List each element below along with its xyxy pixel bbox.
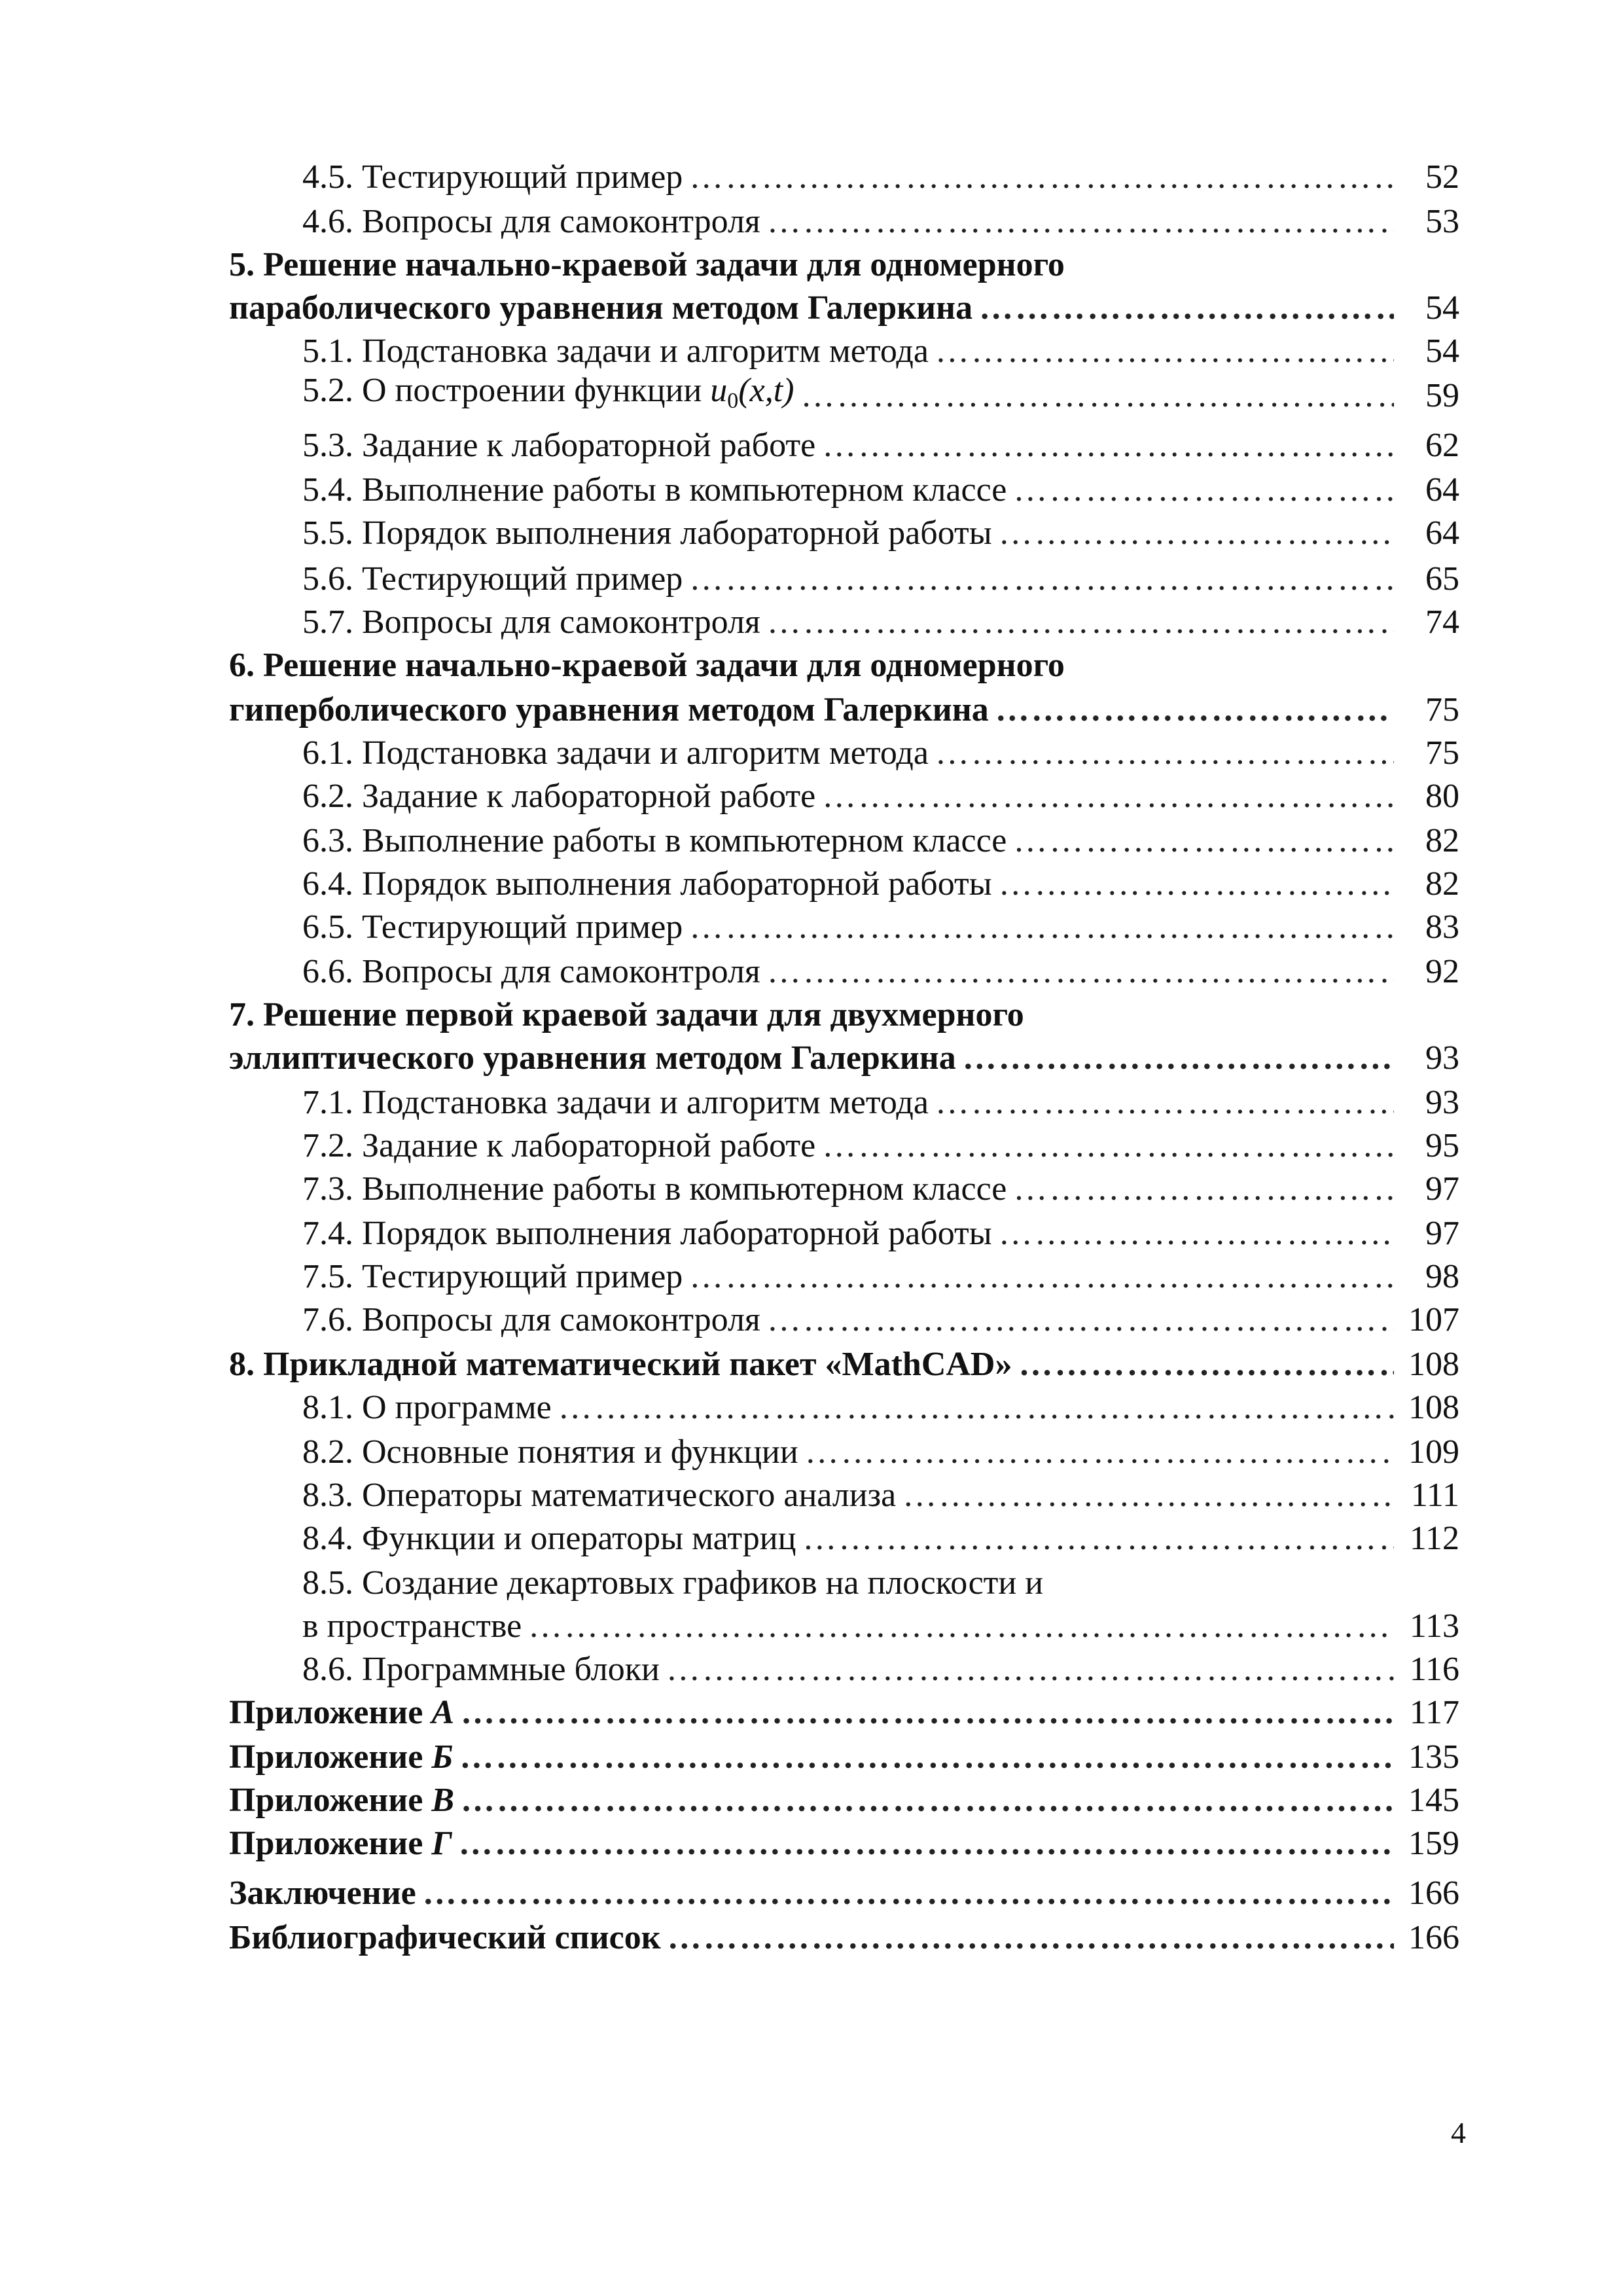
toc-entry-page: 145	[1408, 1782, 1459, 1819]
toc-entry	[229, 1123, 1459, 1169]
dot-leader	[461, 1778, 1394, 1823]
toc-entry-label	[229, 1778, 454, 1823]
dot-leader	[935, 730, 1394, 776]
dot-leader	[666, 1647, 1394, 1693]
toc-entry-page: 75	[1425, 691, 1459, 728]
toc-chapter-title-line: 7. Решение первой краевой задачи для двухмерного	[229, 996, 1024, 1033]
dot-leader	[902, 1473, 1394, 1518]
math-arguments: (x,t)	[738, 372, 794, 409]
toc-entry-page: 116	[1409, 1651, 1459, 1688]
toc-entry	[229, 774, 1459, 819]
toc-entry-page: 97	[1425, 1170, 1459, 1208]
toc-entry-page: 112	[1409, 1520, 1459, 1557]
dot-leader	[822, 774, 1394, 819]
dot-leader	[999, 511, 1394, 556]
dot-leader	[689, 154, 1394, 200]
toc-entry-label: 8.2. Основные понятия и функции	[302, 1433, 798, 1471]
dot-leader	[1013, 1166, 1394, 1212]
appendix-letter: Г	[431, 1825, 452, 1862]
toc-entry-label: 8.1. О программе	[302, 1389, 552, 1426]
toc-appendix-entry	[229, 1734, 1459, 1780]
dot-leader	[935, 1080, 1394, 1126]
toc-entry-label: 6.4. Порядок выполнения лабораторной работы	[302, 865, 992, 903]
toc-appendix-entry	[229, 1778, 1459, 1823]
toc-chapter-title-line: 8. Прикладной математический пакет «MathCAD»	[229, 1346, 1012, 1383]
math-symbol: u	[710, 372, 728, 409]
toc-entry-bibliography	[229, 1915, 1459, 1961]
toc-entry-page: 65	[1425, 560, 1459, 598]
toc-entry-page: 113	[1409, 1607, 1459, 1645]
toc-entry-page: 109	[1408, 1433, 1459, 1471]
dot-leader	[999, 861, 1394, 907]
toc-entry-label	[229, 1821, 452, 1867]
toc-entry-page: 166	[1408, 1874, 1459, 1912]
toc-entry-label: 7.5. Тестирующий пример	[302, 1258, 683, 1295]
toc-entry-label: 8.6. Программные блоки	[302, 1651, 660, 1688]
toc-entry-label: 8.4. Функции и операторы матриц	[302, 1520, 796, 1557]
toc-entry	[229, 949, 1459, 995]
toc-entry	[229, 1647, 1459, 1693]
toc-entry-page: 64	[1425, 471, 1459, 509]
appendix-letter: А	[431, 1694, 454, 1731]
appendix-word: Приложение	[229, 1738, 423, 1776]
toc-entry-page: 108	[1408, 1389, 1459, 1426]
toc-entry-page: 98	[1425, 1258, 1459, 1295]
toc-entry	[229, 556, 1459, 602]
toc-entry-label: 6.1. Подстановка задачи и алгоритм метода	[302, 734, 929, 772]
toc-entry	[229, 861, 1459, 907]
toc-entry	[229, 818, 1459, 864]
toc-entry-page: 93	[1425, 1084, 1459, 1121]
toc-entry	[229, 1297, 1459, 1343]
toc-entry-label-text: 5.2. О построении функции	[302, 372, 702, 409]
dot-leader	[822, 1123, 1394, 1169]
toc-entry-label: 6.3. Выполнение работы в компьютерном классе	[302, 822, 1007, 859]
toc-entry	[229, 1211, 1459, 1257]
dot-leader	[1013, 818, 1394, 864]
toc-entry-label: 5.6. Тестирующий пример	[302, 560, 683, 598]
toc-entry-page: 54	[1425, 289, 1459, 327]
toc-entry	[229, 511, 1459, 556]
toc-entry	[229, 1560, 1459, 1606]
dot-leader	[558, 1385, 1394, 1431]
math-subscript: 0	[727, 389, 739, 413]
toc-entry	[229, 154, 1459, 200]
toc-chapter-title-line: параболического уравнения методом Галеркина	[229, 289, 973, 327]
toc-entry-conclusion	[229, 1871, 1459, 1916]
toc-entry	[229, 1385, 1459, 1431]
toc-entry-page: 166	[1408, 1919, 1459, 1956]
dot-leader	[689, 556, 1394, 602]
dot-leader	[689, 905, 1394, 950]
dot-leader	[767, 1297, 1394, 1343]
toc-entry-page: 62	[1425, 427, 1459, 464]
dot-leader	[528, 1604, 1394, 1649]
dot-leader	[802, 1516, 1394, 1562]
toc-entry-label: 5.1. Подстановка задачи и алгоритм метода	[302, 332, 929, 370]
dot-leader	[767, 600, 1394, 645]
toc-entry-label: 7.1. Подстановка задачи и алгоритм метода	[302, 1084, 929, 1121]
dot-leader	[800, 373, 1394, 419]
toc-entry-label: 7.6. Вопросы для самоконтроля	[302, 1301, 760, 1338]
toc-entry	[229, 1516, 1459, 1562]
toc-entry	[229, 600, 1459, 645]
toc-appendix-entry	[229, 1821, 1459, 1867]
toc-entry	[229, 199, 1459, 245]
toc-entry-page: 64	[1425, 514, 1459, 552]
toc-entry	[229, 423, 1459, 469]
toc-entry	[229, 1429, 1459, 1475]
dot-leader	[935, 329, 1394, 374]
toc-entry-page: 59	[1425, 377, 1459, 414]
toc-entry-label	[229, 1690, 454, 1736]
toc-chapter-title-line: гиперболического уравнения методом Галеркина	[229, 691, 989, 728]
toc-entry-page: 92	[1425, 953, 1459, 990]
toc-entry-page: 159	[1408, 1825, 1459, 1862]
toc-entry	[229, 1166, 1459, 1212]
toc-entry	[229, 1473, 1459, 1518]
toc-entry-page: 80	[1425, 778, 1459, 815]
toc-entry-label: 8.3. Операторы математического анализа	[302, 1477, 897, 1514]
toc-entry	[229, 1080, 1459, 1126]
toc-entry-label: 7.3. Выполнение работы в компьютерном классе	[302, 1170, 1007, 1208]
page-number: 4	[1451, 2116, 1466, 2149]
toc-entry-page: 95	[1425, 1127, 1459, 1164]
toc-entry	[229, 1254, 1459, 1300]
toc-chapter-entry	[229, 687, 1459, 733]
toc-entry-page: 107	[1408, 1301, 1459, 1338]
toc-entry-label: 5.7. Вопросы для самоконтроля	[302, 603, 760, 641]
toc-chapter-heading	[229, 242, 1459, 288]
toc-entry-label: 4.6. Вопросы для самоконтроля	[302, 203, 760, 240]
toc-entry-page: 53	[1425, 203, 1459, 240]
toc-entry-page: 75	[1425, 734, 1459, 772]
toc-entry-label: 5.3. Задание к лабораторной работе	[302, 427, 816, 464]
toc-entry-page: 93	[1425, 1039, 1459, 1077]
toc-chapter-heading	[229, 643, 1459, 689]
dot-leader	[459, 1821, 1394, 1867]
toc-entry-page: 82	[1425, 822, 1459, 859]
dot-leader	[995, 687, 1394, 733]
toc-entry-page: 111	[1410, 1477, 1459, 1514]
toc-entry-label: в пространстве	[302, 1607, 522, 1645]
appendix-word: Приложение	[229, 1782, 423, 1819]
toc-chapter-title-line: 6. Решение начально-краевой задачи для одномерного	[229, 647, 1065, 684]
toc-entry-label: 5.5. Порядок выполнения лабораторной работы	[302, 514, 992, 552]
appendix-letter: Б	[431, 1738, 454, 1776]
dot-leader	[767, 199, 1394, 245]
toc-entry-page: 135	[1408, 1738, 1459, 1776]
toc-entry	[229, 373, 1459, 419]
appendix-word: Приложение	[229, 1825, 423, 1862]
dot-leader	[822, 423, 1394, 469]
appendix-letter: В	[431, 1782, 454, 1819]
toc-entry-label: 6.2. Задание к лабораторной работе	[302, 778, 816, 815]
dot-leader	[767, 949, 1394, 995]
toc-entry-label	[229, 1734, 453, 1780]
math-formula	[710, 372, 794, 413]
toc-entry	[229, 730, 1459, 776]
toc-entry-label	[229, 368, 794, 424]
toc-entry-page: 74	[1425, 603, 1459, 641]
toc-chapter-entry	[229, 285, 1459, 331]
toc-entry-page: 108	[1408, 1346, 1459, 1383]
dot-leader	[689, 1254, 1394, 1300]
toc-chapter-entry	[229, 1342, 1459, 1388]
toc-entry-label: 6.5. Тестирующий пример	[302, 908, 683, 946]
toc-appendix-entry	[229, 1690, 1459, 1736]
toc-entry	[229, 905, 1459, 950]
appendix-word: Приложение	[229, 1694, 423, 1731]
toc-entry-page: 83	[1425, 908, 1459, 946]
dot-leader	[999, 1211, 1394, 1257]
toc-chapter-title-line: 5. Решение начально-краевой задачи для одномерного	[229, 246, 1065, 283]
dot-leader	[1013, 467, 1394, 513]
toc-chapter-title-line: эллиптического уравнения методом Галеркина	[229, 1039, 956, 1077]
toc-entry-label: Библиографический список	[229, 1919, 661, 1956]
dot-leader	[461, 1690, 1394, 1736]
toc-entry-label: 6.6. Вопросы для самоконтроля	[302, 953, 760, 990]
dot-leader	[668, 1915, 1394, 1961]
dot-leader	[1018, 1342, 1394, 1388]
toc-entry-label: 8.5. Создание декартовых графиков на плоскости и	[302, 1564, 1044, 1602]
dot-leader	[963, 1035, 1394, 1081]
dot-leader	[423, 1871, 1394, 1916]
toc-entry-page: 82	[1425, 865, 1459, 903]
toc-entry-continuation	[229, 1604, 1459, 1649]
toc-chapter-entry	[229, 1035, 1459, 1081]
toc-entry	[229, 467, 1459, 513]
toc-entry-page: 54	[1425, 332, 1459, 370]
toc-chapter-heading	[229, 992, 1459, 1038]
toc-entry-page: 52	[1425, 158, 1459, 196]
toc-entry-label: 7.2. Задание к лабораторной работе	[302, 1127, 816, 1164]
toc-entry-label: 7.4. Порядок выполнения лабораторной работы	[302, 1215, 992, 1252]
toc-entry-label: Заключение	[229, 1874, 416, 1912]
toc-entry-page: 117	[1409, 1694, 1459, 1731]
toc-entry-page: 97	[1425, 1215, 1459, 1252]
toc-entry-label: 4.5. Тестирующий пример	[302, 158, 683, 196]
dot-leader	[459, 1734, 1394, 1780]
toc-entry-label: 5.4. Выполнение работы в компьютерном классе	[302, 471, 1007, 509]
dot-leader	[805, 1429, 1394, 1475]
dot-leader	[979, 285, 1394, 331]
